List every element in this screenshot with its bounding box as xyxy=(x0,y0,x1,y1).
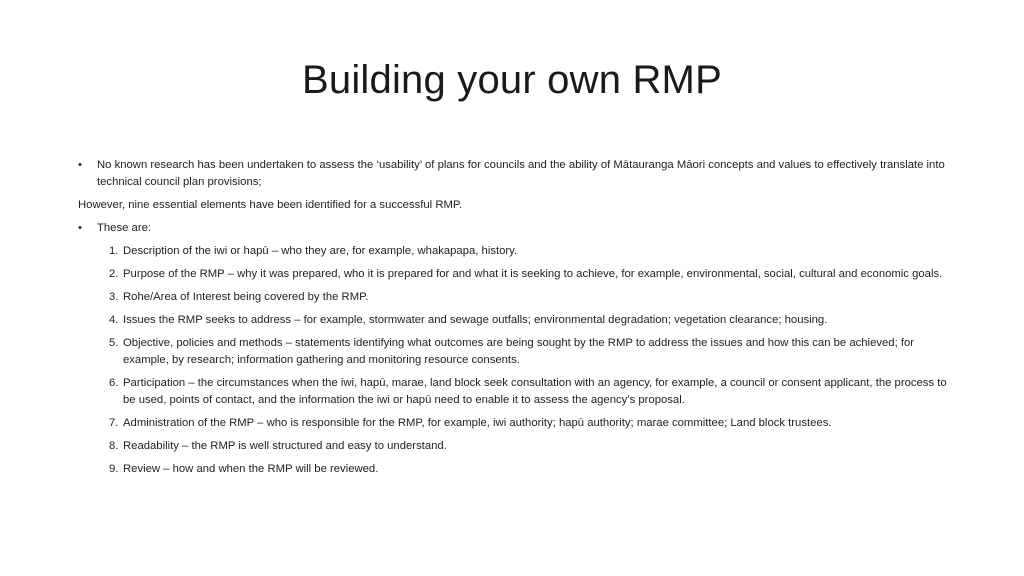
list-item xyxy=(78,243,958,260)
list-number: 7. xyxy=(109,417,119,429)
list-item-text: Review – how and when the RMP will be reviewed. xyxy=(123,463,379,475)
body-text: However, nine essential elements have been identified for a successful RMP. xyxy=(78,199,463,211)
bullet-icon: • xyxy=(78,159,82,171)
bullet-item xyxy=(78,157,958,191)
slide-content xyxy=(78,157,958,484)
bullet-text: These are: xyxy=(97,222,152,234)
bullet-icon: • xyxy=(78,222,82,234)
list-item xyxy=(78,312,958,329)
bullet-text: No known research has been undertaken to assess the ‘usability’ of plans for councils and the ability of Mātauranga Māori concepts and values to effectively translate into technical council plan provisions; xyxy=(97,159,945,188)
list-item-text: Objective, policies and methods – statements identifying what outcomes are being sought by the RMP to address the issues and how this can be achieved; for example, by research; information gathering and monitoring resource consents. xyxy=(123,337,915,366)
numbered-list xyxy=(78,243,958,478)
list-number: 3. xyxy=(109,291,119,303)
list-number: 2. xyxy=(109,268,119,280)
list-item xyxy=(78,415,958,432)
list-item xyxy=(78,375,958,409)
slide-title: Building your own RMP xyxy=(302,58,722,102)
list-number: 9. xyxy=(109,463,119,475)
bullet-item xyxy=(78,220,958,237)
list-number: 4. xyxy=(109,314,119,326)
list-item-text: Administration of the RMP – who is responsible for the RMP, for example, iwi authority; hapū authority; marae committee; Land block trustees. xyxy=(123,417,832,429)
list-number: 6. xyxy=(109,377,119,389)
list-item xyxy=(78,438,958,455)
list-item-text: Purpose of the RMP – why it was prepared, who it is prepared for and what it is seeking to achieve, for example, environmental, social, cultural and economic goals. xyxy=(123,268,943,280)
list-item-text: Issues the RMP seeks to address – for example, stormwater and sewage outfalls; environmental degradation; vegetation clearance; housing. xyxy=(123,314,828,326)
list-number: 1. xyxy=(109,245,119,257)
list-item-text: Description of the iwi or hapū – who they are, for example, whakapapa, history. xyxy=(123,245,518,257)
list-number: 8. xyxy=(109,440,119,452)
list-item xyxy=(78,335,958,369)
list-item-text: Participation – the circumstances when the iwi, hapū, marae, land block seek consultation with an agency, for example, a council or consent applicant, the process to be used, points of contact, and the information the iwi or hapū need to enable it to assess the agency’s proposal. xyxy=(123,377,947,406)
list-item-text: Readability – the RMP is well structured and easy to understand. xyxy=(123,440,447,452)
list-item-text: Rohe/Area of Interest being covered by the RMP. xyxy=(123,291,369,303)
list-item xyxy=(78,289,958,306)
list-item xyxy=(78,461,958,478)
list-item xyxy=(78,266,958,283)
list-number: 5. xyxy=(109,337,119,349)
